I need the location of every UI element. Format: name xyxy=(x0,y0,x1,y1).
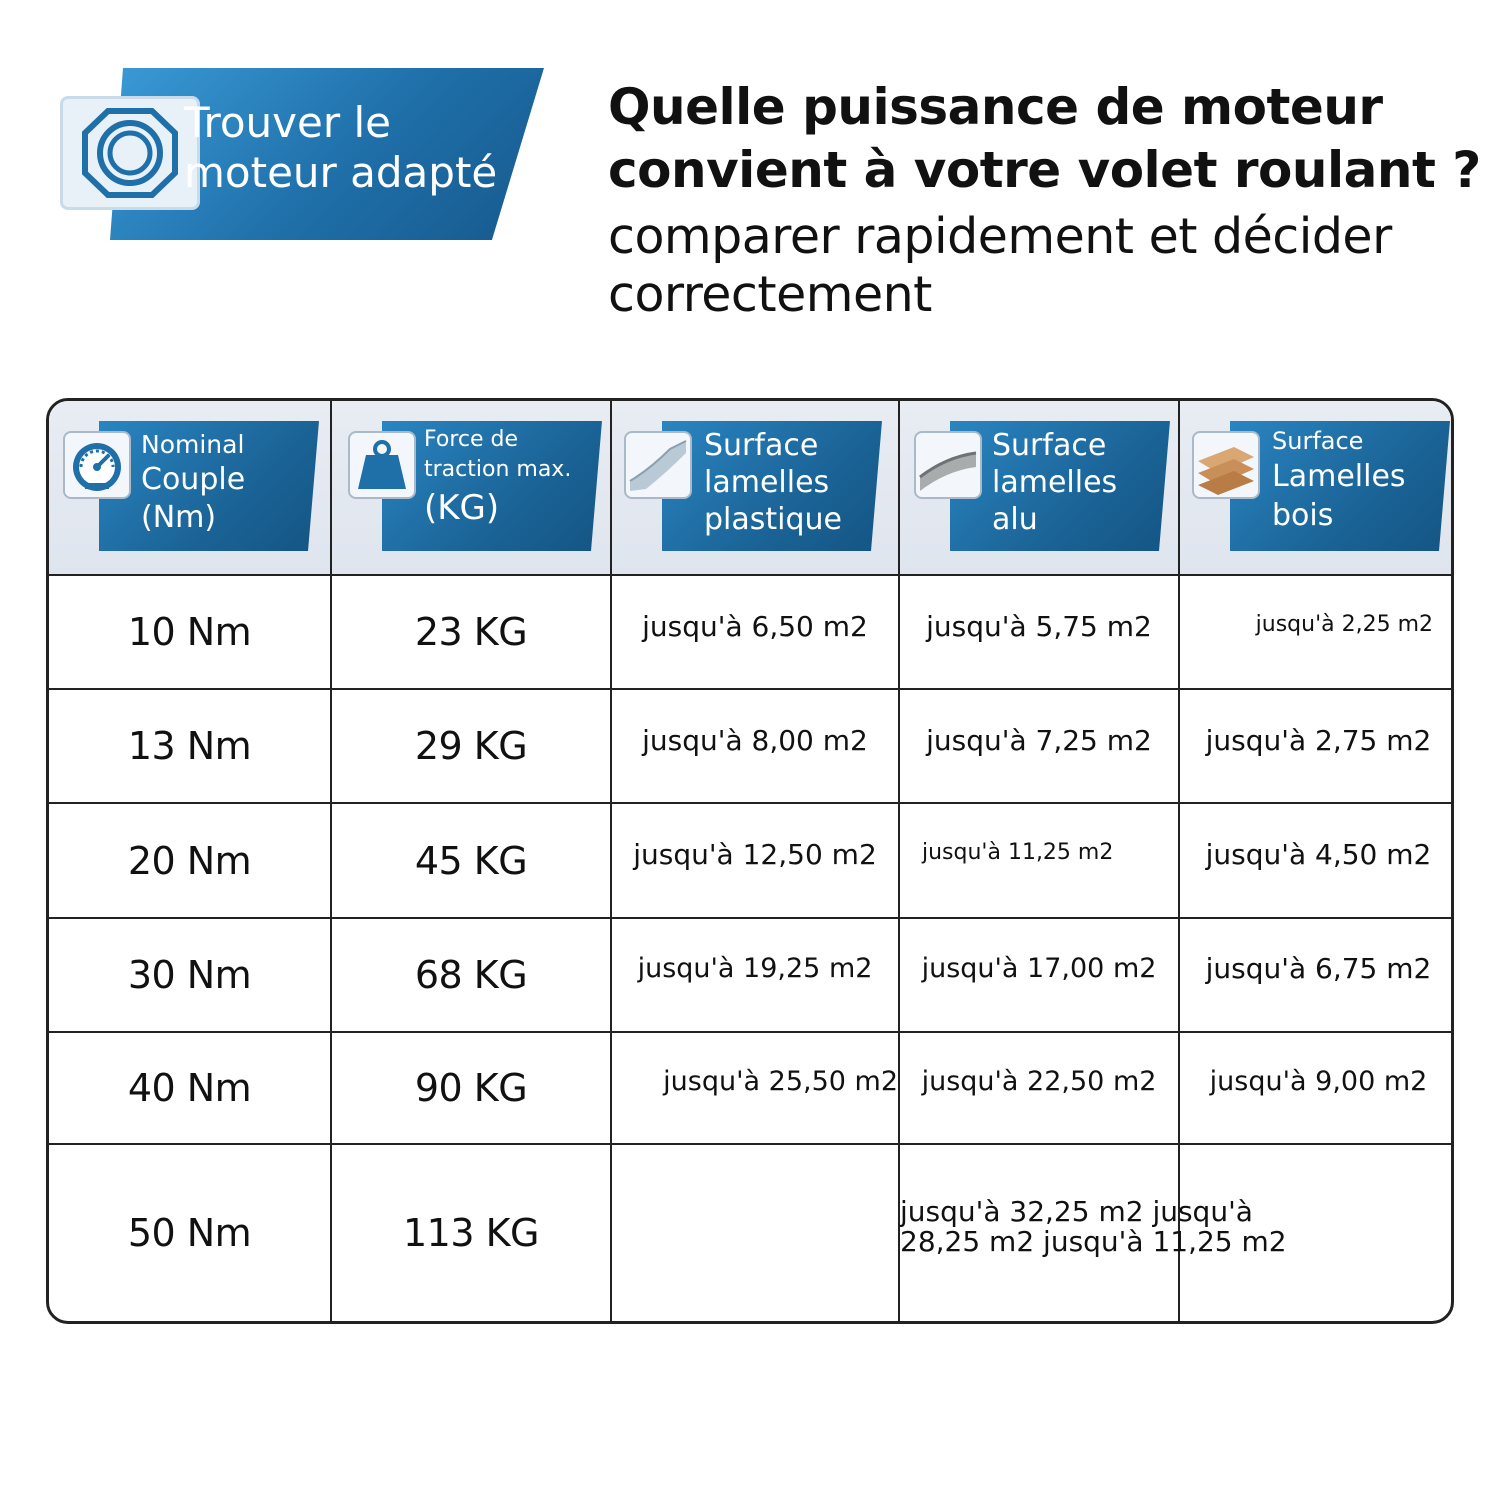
header-line: Couple xyxy=(141,462,246,497)
wood-slat-icon xyxy=(1192,431,1260,499)
header-torque-text xyxy=(141,429,245,537)
octagon-ring-icon xyxy=(75,103,185,203)
header-badge xyxy=(60,68,550,243)
header-alu-text xyxy=(992,427,1117,538)
header-alu xyxy=(899,401,1179,575)
alu-cell: jusqu'à 11,25 m2 xyxy=(899,803,1179,917)
header-line: lamelles xyxy=(704,465,830,500)
force-cell: 29 KG xyxy=(331,689,611,803)
title-line-1: Quelle puissance de moteur xyxy=(608,78,1383,136)
header-line: Surface xyxy=(704,428,819,463)
table-row xyxy=(49,1144,1454,1321)
bois-cell: jusqu'à 4,50 m2 xyxy=(1179,803,1454,917)
plastic-slat-icon xyxy=(624,431,692,499)
page-title xyxy=(608,76,1481,202)
header-line: Force de xyxy=(424,427,519,452)
alu-cell: jusqu'à 5,75 m2 xyxy=(899,575,1179,689)
badge-icon-box xyxy=(60,96,200,210)
header-line: traction max. xyxy=(424,457,572,482)
header-line: Nominal xyxy=(141,430,245,459)
bois-cell: jusqu'à 2,25 m2 xyxy=(1179,575,1454,689)
table-header-row xyxy=(49,401,1454,575)
alu-cell: jusqu'à 22,50 m2 xyxy=(899,1032,1179,1144)
title-line-2: convient à votre volet roulant ? xyxy=(608,141,1481,199)
bois-cell: jusqu'à 2,75 m2 xyxy=(1179,689,1454,803)
header-bois xyxy=(1179,401,1454,575)
header-plastique-text xyxy=(704,427,842,538)
subtitle-line-2: correctement xyxy=(608,266,932,323)
subtitle-line-1: comparer rapidement et décider xyxy=(608,208,1392,265)
force-cell: 45 KG xyxy=(331,803,611,917)
plastique-cell: jusqu'à 6,50 m2 xyxy=(611,575,899,689)
header-plastique xyxy=(611,401,899,575)
badge-line-1: Trouver le xyxy=(184,98,391,147)
force-cell: 90 KG xyxy=(331,1032,611,1144)
header-line: lamelles xyxy=(992,465,1118,500)
torque-cell: 40 Nm xyxy=(49,1032,331,1144)
bois-cell: jusqu'à 6,75 m2 xyxy=(1179,918,1454,1032)
table-row xyxy=(49,803,1454,917)
force-cell: 113 KG xyxy=(331,1144,611,1321)
header-line: bois xyxy=(1272,498,1334,533)
force-cell: 68 KG xyxy=(331,918,611,1032)
header-line: (Nm) xyxy=(141,500,217,535)
header-line: Surface xyxy=(992,428,1107,463)
aluminium-slat-icon xyxy=(914,431,982,499)
surfaces-line-2: 28,25 m2 jusqu'à 11,25 m2 xyxy=(900,1224,1287,1258)
torque-cell: 30 Nm xyxy=(49,918,331,1032)
torque-cell: 13 Nm xyxy=(49,689,331,803)
force-cell: 23 KG xyxy=(331,575,611,689)
header-force-text xyxy=(424,425,571,531)
alu-cell: jusqu'à 17,00 m2 xyxy=(899,918,1179,1032)
table-row xyxy=(49,1032,1454,1144)
surfaces-merged-cell xyxy=(899,1144,1287,1321)
badge-text xyxy=(184,98,497,198)
torque-cell: 50 Nm xyxy=(49,1144,331,1321)
header-force xyxy=(331,401,611,575)
header-line: alu xyxy=(992,502,1038,537)
header-line: Lamelles xyxy=(1272,459,1406,494)
header-line: Surface xyxy=(1272,427,1364,455)
plastique-cell: jusqu'à 12,50 m2 xyxy=(611,803,899,917)
motor-table xyxy=(46,398,1454,1324)
header-line: (KG) xyxy=(424,488,500,528)
table-row xyxy=(49,918,1454,1032)
header-line: plastique xyxy=(704,502,843,537)
header-torque xyxy=(49,401,331,575)
plastique-cell: jusqu'à 19,25 m2 xyxy=(611,918,899,1032)
motor-table-grid xyxy=(49,401,1454,1321)
surfaces-line-1: jusqu'à 32,25 m2 jusqu'à xyxy=(900,1194,1253,1228)
surfaces-empty-cell xyxy=(611,1144,899,1321)
bois-cell: jusqu'à 9,00 m2 xyxy=(1179,1032,1454,1144)
table-row xyxy=(49,689,1454,803)
page-subtitle xyxy=(608,208,1392,324)
torque-cell: 20 Nm xyxy=(49,803,331,917)
torque-cell: 10 Nm xyxy=(49,575,331,689)
badge-line-2: moteur adapté xyxy=(184,148,498,197)
alu-cell: jusqu'à 7,25 m2 xyxy=(899,689,1179,803)
header-bois-text xyxy=(1272,425,1406,535)
plastique-cell: jusqu'à 8,00 m2 xyxy=(611,689,899,803)
plastique-cell: jusqu'à 25,50 m2 xyxy=(611,1032,899,1144)
weight-icon xyxy=(348,431,416,499)
table-row xyxy=(49,575,1454,689)
gauge-icon xyxy=(63,431,131,499)
